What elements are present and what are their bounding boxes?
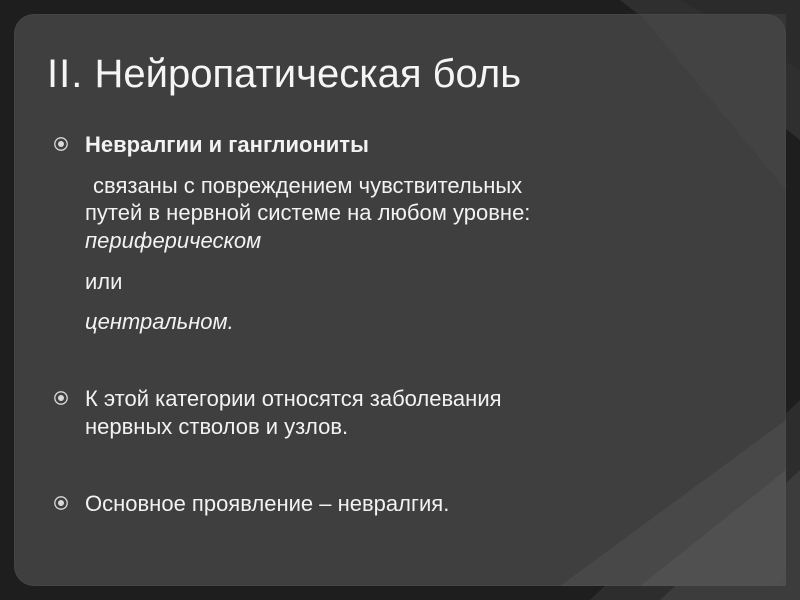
bullet-2-line-1: К этой категории относятся заболевания bbox=[85, 386, 502, 411]
bullet-1-line-4: или bbox=[85, 269, 123, 294]
bullet-1-line-2: путей в нервной системе на любом уровне: bbox=[85, 200, 531, 225]
bullet-1-line-1: связаны с повреждением чувствительных bbox=[93, 173, 523, 198]
title-numeral: II. bbox=[47, 52, 84, 96]
bullet-1-line-5: центральном. bbox=[85, 309, 234, 334]
circled-dot-bullet-icon bbox=[53, 495, 69, 511]
circled-dot-bullet-icon bbox=[53, 136, 69, 152]
bullet-1-heading: Невралгии и ганглиониты bbox=[85, 132, 369, 157]
bullet-3-line-1: Основное проявление – невралгия. bbox=[85, 491, 450, 516]
bullet-2-line-2: нервных стволов и узлов. bbox=[85, 414, 349, 439]
circled-dot-bullet-icon bbox=[53, 390, 69, 406]
title-text: Нейропатическая боль bbox=[94, 52, 522, 96]
bullet-1-line-3: периферическом bbox=[85, 228, 262, 253]
